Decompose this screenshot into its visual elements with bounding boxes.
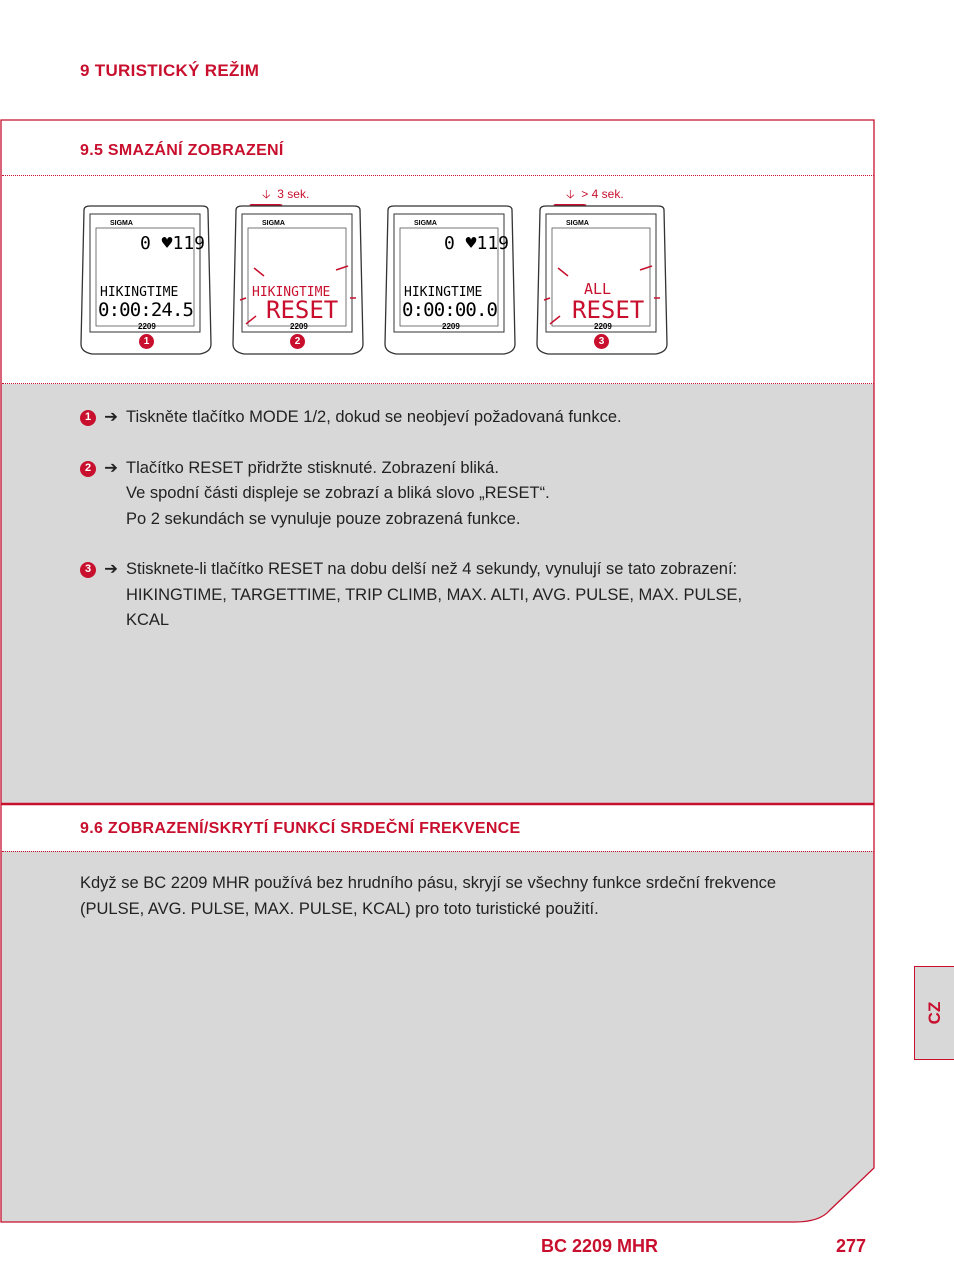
dotted-divider — [2, 851, 874, 852]
device-label: HIKINGTIME — [100, 285, 179, 300]
model-label: 2209 — [290, 322, 308, 331]
device-label: HIKINGTIME — [404, 285, 483, 300]
arrow-right-icon: ➔ — [104, 560, 118, 578]
step-badge-3: 3 — [594, 334, 609, 349]
section-title-9-6: 9.6 ZOBRAZENÍ/SKRYTÍ FUNKCÍ SRDEČNÍ FREKVENCE — [80, 820, 521, 837]
section-body: Když se BC 2209 MHR používá bez hrudního pásu, skryjí se všechny funkce srdeční frekvence (PULSE, AVG. PULSE, MAX. PULSE, KCAL) pro toto turistické použití. — [80, 874, 777, 918]
step-text: HIKINGTIME, TARGETTIME, TRIP CLIMB, MAX. ALTI, AVG. PULSE, MAX. PULSE, — [126, 585, 743, 604]
caption-3-sec: 🡣 3 sek. — [262, 187, 310, 201]
step-number: 2 — [80, 461, 96, 477]
step-text: KCAL — [126, 611, 170, 629]
brand-logo: SIGMA — [262, 220, 285, 227]
step-number: 3 — [80, 562, 96, 578]
device-value: 0:00:00.0 — [402, 299, 498, 321]
device-top-readout: 0 ♥119 — [444, 233, 510, 254]
step-item — [80, 557, 840, 634]
chapter-title: 9 TURISTICKÝ REŽIM — [80, 61, 260, 80]
step-item — [80, 456, 840, 533]
arrow-right-icon: ➔ — [104, 458, 118, 477]
step-text: Stisknete-li tlačítko RESET na dobu delší než 4 sekundy, vynulují se tato zobrazení: — [126, 560, 738, 578]
device-label: ALL — [584, 280, 612, 298]
brand-logo: SIGMA — [414, 220, 437, 227]
step-badge-2: 2 — [290, 334, 305, 349]
dotted-divider — [2, 175, 874, 176]
step-badge-1: 1 — [139, 334, 154, 349]
footer-model: BC 2209 MHR — [541, 1236, 659, 1256]
model-label: 2209 — [594, 322, 612, 331]
step-text: Tiskněte tlačítko MODE 1/2, dokud se neobjeví požadovaná funkce. — [126, 408, 622, 426]
caption-4-sec: 🡣 > 4 sek. — [566, 187, 624, 201]
device-top-readout: 0 ♥119 — [140, 233, 206, 254]
device-value: RESET — [572, 296, 645, 324]
step-number: 1 — [80, 410, 96, 426]
step-text: Ve spodní části displeje se zobrazí a bliká slovo „RESET“. — [126, 484, 550, 502]
down-arrow-icon: 🡣 — [262, 187, 271, 201]
page-number: 277 — [836, 1236, 867, 1256]
brand-logo: SIGMA — [110, 220, 133, 227]
step-text: Tlačítko RESET přidržte stisknuté. Zobrazení bliká. — [126, 458, 499, 477]
step-item — [80, 405, 840, 431]
section-title-9-5: 9.5 SMAZÁNÍ ZOBRAZENÍ — [80, 142, 284, 159]
device-value: RESET — [266, 296, 339, 324]
down-arrow-icon: 🡣 — [566, 187, 575, 201]
language-tab: CZ — [914, 966, 954, 1060]
device-3 — [384, 204, 516, 356]
brand-logo: SIGMA — [566, 220, 589, 227]
device-label: HIKINGTIME — [252, 285, 331, 300]
step-text: Po 2 sekundách se vynuluje pouze zobrazená funkce. — [126, 509, 521, 528]
arrow-right-icon: ➔ — [104, 408, 118, 426]
device-value: 0:00:24.5 — [98, 299, 194, 321]
step-list — [80, 405, 840, 659]
dotted-divider — [2, 383, 874, 384]
model-label: 2209 — [442, 322, 460, 331]
model-label: 2209 — [138, 322, 156, 331]
